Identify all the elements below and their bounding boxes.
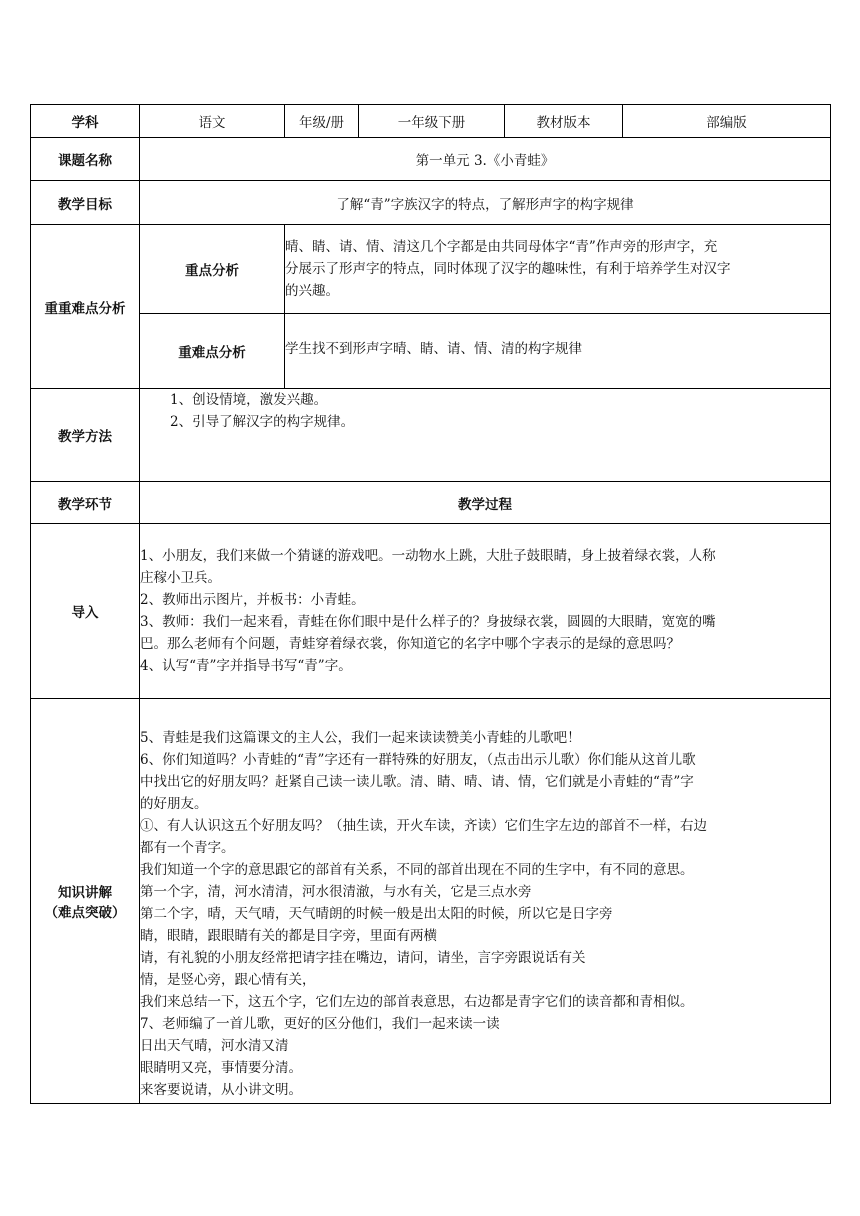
method-item: 2、引导了解汉字的构字规律。 (170, 414, 355, 430)
key-analysis-label: 重点分析 (140, 225, 285, 314)
knowledge-line: 第一个字，清，河水清清，河水很清澈，与水有关，它是三点水旁 (140, 884, 532, 900)
intro-row (31, 524, 831, 699)
process-header-row (31, 482, 831, 524)
process-label: 教学过程 (140, 482, 831, 524)
stage-label: 教学环节 (31, 482, 140, 524)
knowledge-line: 第二个字，晴，天气晴，天气晴朗的时候一般是出太阳的时候，所以它是日字旁 (140, 906, 613, 922)
knowledge-line: 中找出它的好朋友吗？赶紧自己读一读儿歌。清、睛、晴、请、情，它们就是小青蛙的“青”字 (140, 774, 694, 790)
knowledge-line: 7、老师编了一首儿歌，更好的区分他们，我们一起来读一读 (140, 1016, 500, 1032)
subject-label: 学科 (31, 105, 140, 138)
goal-label: 教学目标 (31, 181, 140, 225)
header-row (31, 105, 831, 138)
subject-value: 语文 (140, 105, 285, 138)
edition-value: 部编版 (623, 105, 831, 138)
intro-line: 3、教师：我们一起来看，青蛙在你们眼中是什么样子的？身披绿衣裳，圆圆的大眼睛，宽宽的嘴 (140, 614, 716, 630)
goal-value: 了解“青”字族汉字的特点，了解形声字的构字规律 (140, 181, 831, 225)
intro-label: 导入 (31, 524, 140, 699)
intro-line: 1、小朋友，我们来做一个猜谜的游戏吧。一动物水上跳，大肚子鼓眼睛，身上披着绿衣裳，人称 (140, 548, 716, 564)
knowledge-line: 5、青蛙是我们这篇课文的主人公，我们一起来读读赞美小青蛙的儿歌吧！ (140, 730, 581, 746)
key-analysis-text (285, 225, 831, 314)
grade-label: 年级/册 (285, 105, 359, 138)
analysis-label: 重重难点分析 (31, 225, 140, 389)
method-row (31, 389, 831, 482)
knowledge-line: 的好朋友。 (140, 796, 208, 812)
knowledge-line: 6、你们知道吗？小青蛙的“青”字还有一群特殊的好朋友，（点击出示儿歌）你们能从这首儿歌 (140, 752, 696, 768)
intro-line: 2、教师出示图片，并板书：小青蛙。 (140, 592, 365, 608)
edition-label: 教材版本 (505, 105, 623, 138)
difficult-analysis-text: 学生找不到形声字晴、睛、请、情、清的构字规律 (285, 314, 831, 389)
method-label: 教学方法 (31, 389, 140, 482)
key-analysis-row (31, 225, 831, 314)
lesson-title: 第一单元 3.《小青蛙》 (140, 138, 831, 181)
knowledge-label-line2: （难点突破） (44, 905, 126, 921)
intro-text (140, 524, 831, 699)
key-analysis-line: 分展示了形声字的特点，同时体现了汉字的趣味性，有利于培养学生对汉字 (285, 261, 731, 277)
lesson-row (31, 138, 831, 181)
goal-row (31, 181, 831, 225)
knowledge-line: 睛，眼睛，跟眼睛有关的都是目字旁，里面有两横 (140, 928, 437, 944)
key-analysis-line: 晴、睛、请、情、清这几个字都是由共同母体字“青”作声旁的形声字，充 (285, 239, 718, 255)
lesson-plan-table (30, 104, 831, 1104)
intro-line: 庄稼小卫兵。 (140, 570, 221, 586)
method-item: 1、创设情境，激发兴趣。 (170, 392, 328, 408)
grade-value: 一年级下册 (359, 105, 505, 138)
knowledge-line: 来客要说请，从小讲文明。 (140, 1082, 302, 1098)
knowledge-line: 情，是竖心旁，跟心情有关， (140, 972, 316, 988)
knowledge-label (31, 699, 140, 1104)
knowledge-line: 我们知道一个字的意思跟它的部首有关系，不同的部首出现在不同的生字中，有不同的意思。 (140, 862, 694, 878)
knowledge-row (31, 699, 831, 1104)
intro-line: 巴。那么老师有个问题，青蛙穿着绿衣裳，你知道它的名字中哪个字表示的是绿的意思吗？ (140, 636, 680, 652)
knowledge-line: 我们来总结一下，这五个字，它们左边的部首表意思，右边都是青字它们的读音都和青相似。 (140, 994, 694, 1010)
lesson-label: 课题名称 (31, 138, 140, 181)
knowledge-line: 眼睛明又亮，事情要分清。 (140, 1060, 302, 1076)
difficult-analysis-label: 重难点分析 (140, 314, 285, 389)
knowledge-line: 请，有礼貌的小朋友经常把请字挂在嘴边，请问，请坐，言字旁跟说话有关 (140, 950, 586, 966)
knowledge-text (140, 699, 831, 1104)
knowledge-line: 日出天气晴，河水清又清 (140, 1038, 289, 1054)
knowledge-line: ①、有人认识这五个好朋友吗？（抽生读，开火车读，齐读）它们生字左边的部首不一样，右边 (140, 818, 707, 834)
knowledge-label-line1: 知识讲解 (58, 885, 112, 901)
key-analysis-line: 的兴趣。 (285, 283, 339, 299)
intro-line: 4、认写“青”字并指导书写“青”字。 (140, 658, 352, 674)
method-list (140, 389, 831, 482)
difficult-analysis-row (31, 314, 831, 389)
knowledge-line: 都有一个青字。 (140, 840, 235, 856)
